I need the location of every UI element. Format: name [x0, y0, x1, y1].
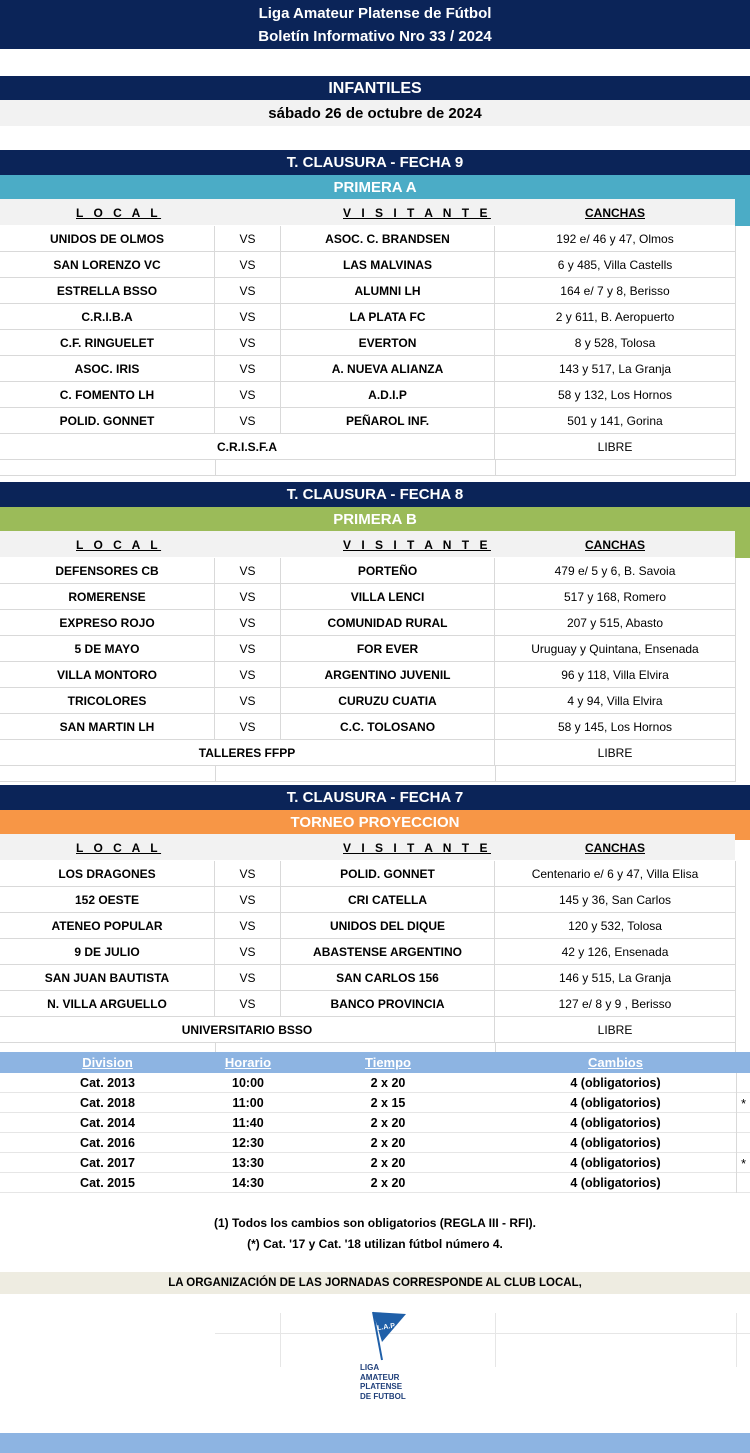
- column-header-local: L O C A L: [76, 538, 162, 552]
- organization-note: LA ORGANIZACIÓN DE LAS JORNADAS CORRESPONDE AL CLUB LOCAL,: [0, 1272, 750, 1294]
- vs-label: VS: [215, 558, 281, 584]
- away-team: ABASTENSE ARGENTINO: [281, 939, 495, 965]
- schedule-footnote-mark: [736, 1073, 750, 1093]
- schedule-header-division: Division: [82, 1055, 133, 1070]
- match-row: [0, 304, 736, 330]
- venue: 96 y 118, Villa Elvira: [495, 662, 736, 688]
- schedule-duration: 2 x 20: [370, 1116, 406, 1130]
- schedule-time: 14:30: [232, 1176, 264, 1190]
- away-team: ARGENTINO JUVENIL: [281, 662, 495, 688]
- away-team: UNIDOS DEL DIQUE: [281, 913, 495, 939]
- schedule-footnote-mark: [736, 1133, 750, 1153]
- match-row: [0, 939, 736, 965]
- division-title: TORNEO PROYECCION: [0, 810, 750, 834]
- venue: 8 y 528, Tolosa: [495, 330, 736, 356]
- home-team: LOS DRAGONES: [0, 861, 215, 887]
- vs-label: VS: [215, 991, 281, 1017]
- venue: 42 y 126, Ensenada: [495, 939, 736, 965]
- away-team: ALUMNI LH: [281, 278, 495, 304]
- section-spacer: [0, 460, 736, 476]
- venue: 146 y 515, La Granja: [495, 965, 736, 991]
- vs-label: VS: [215, 278, 281, 304]
- bye-label: LIBRE: [495, 740, 736, 766]
- match-row: [0, 278, 736, 304]
- home-team: 9 DE JULIO: [0, 939, 215, 965]
- column-header-canchas: CANCHAS: [585, 206, 645, 220]
- home-team: C. FOMENTO LH: [0, 382, 215, 408]
- home-team: 152 OESTE: [0, 887, 215, 913]
- schedule-division: Cat. 2013: [80, 1076, 135, 1090]
- away-team: CURUZU CUATIA: [281, 688, 495, 714]
- away-team: C.C. TOLOSANO: [281, 714, 495, 740]
- schedule-row: [0, 1093, 750, 1113]
- venue: Centenario e/ 6 y 47, Villa Elisa: [495, 861, 736, 887]
- home-team: ATENEO POPULAR: [0, 913, 215, 939]
- grid-line: [215, 766, 216, 782]
- match-row: [0, 226, 736, 252]
- away-team: FOR EVER: [281, 636, 495, 662]
- column-headers: [0, 199, 735, 225]
- schedule-duration: 2 x 20: [370, 1136, 406, 1150]
- away-team: BANCO PROVINCIA: [281, 991, 495, 1017]
- schedule-division: Cat. 2018: [80, 1096, 135, 1110]
- home-team: POLID. GONNET: [0, 408, 215, 434]
- venue: 6 y 485, Villa Castells: [495, 252, 736, 278]
- division-title: PRIMERA B: [0, 507, 750, 531]
- home-team: ASOC. IRIS: [0, 356, 215, 382]
- vs-label: VS: [215, 688, 281, 714]
- venue: 207 y 515, Abasto: [495, 610, 736, 636]
- vs-label: VS: [215, 356, 281, 382]
- match-row: [0, 714, 736, 740]
- schedule-division: Cat. 2017: [80, 1156, 135, 1170]
- schedule-time: 11:00: [232, 1096, 264, 1110]
- column-headers: [0, 834, 735, 860]
- bye-label: LIBRE: [495, 1017, 736, 1043]
- column-header-local: L O C A L: [76, 206, 162, 220]
- league-title: Liga Amateur Platense de Fútbol: [0, 0, 750, 25]
- stage-title: T. CLAUSURA - FECHA 7: [0, 785, 750, 810]
- home-team: C.F. RINGUELET: [0, 330, 215, 356]
- match-row: [0, 861, 736, 887]
- division-color-strip: [735, 531, 750, 558]
- grid-line: [735, 460, 736, 476]
- home-team: DEFENSORES CB: [0, 558, 215, 584]
- match-row: [0, 252, 736, 278]
- schedule-time: 10:00: [232, 1076, 264, 1090]
- away-team: VILLA LENCI: [281, 584, 495, 610]
- match-row: [0, 688, 736, 714]
- home-team: 5 DE MAYO: [0, 636, 215, 662]
- venue: 517 y 168, Romero: [495, 584, 736, 610]
- schedule-header: [0, 1052, 750, 1073]
- home-team: EXPRESO ROJO: [0, 610, 215, 636]
- column-header-visitante: V I S I T A N T E: [343, 841, 491, 855]
- schedule-row: [0, 1073, 750, 1093]
- column-headers: [0, 531, 735, 557]
- match-date: sábado 26 de octubre de 2024: [0, 100, 750, 126]
- venue: 58 y 132, Los Hornos: [495, 382, 736, 408]
- vs-label: VS: [215, 330, 281, 356]
- grid-line: [215, 460, 216, 476]
- venue: 143 y 517, La Granja: [495, 356, 736, 382]
- match-row: [0, 408, 736, 434]
- division-title: PRIMERA A: [0, 175, 750, 199]
- match-row: [0, 662, 736, 688]
- schedule-time: 13:30: [232, 1156, 264, 1170]
- match-row: [0, 610, 736, 636]
- vs-label: VS: [215, 408, 281, 434]
- home-team: SAN LORENZO VC: [0, 252, 215, 278]
- schedule-time: 12:30: [232, 1136, 264, 1150]
- logo-line: PLATENSE: [360, 1382, 403, 1391]
- away-team: EVERTON: [281, 330, 495, 356]
- schedule-division: Cat. 2015: [80, 1176, 135, 1190]
- schedule-substitutions: 4 (obligatorios): [570, 1176, 661, 1190]
- schedule-footnote-mark: *: [736, 1153, 750, 1173]
- schedule-division: Cat. 2014: [80, 1116, 135, 1130]
- venue: 58 y 145, Los Hornos: [495, 714, 736, 740]
- venue: 145 y 36, San Carlos: [495, 887, 736, 913]
- vs-label: VS: [215, 714, 281, 740]
- schedule-header-horario: Horario: [224, 1055, 272, 1070]
- column-header-canchas: CANCHAS: [585, 538, 645, 552]
- schedule-header-tiempo: Tiempo: [365, 1055, 411, 1070]
- away-team: POLID. GONNET: [281, 861, 495, 887]
- home-team: VILLA MONTORO: [0, 662, 215, 688]
- logo-flag-text: L.A.P.: [376, 1322, 397, 1333]
- vs-label: VS: [215, 662, 281, 688]
- home-team: N. VILLA ARGUELLO: [0, 991, 215, 1017]
- match-row: [0, 382, 736, 408]
- schedule-duration: 2 x 20: [370, 1176, 406, 1190]
- venue: 192 e/ 46 y 47, Olmos: [495, 226, 736, 252]
- match-row: [0, 558, 736, 584]
- venue: 127 e/ 8 y 9 , Berisso: [495, 991, 736, 1017]
- venue: 2 y 611, B. Aeropuerto: [495, 304, 736, 330]
- away-team: SAN CARLOS 156: [281, 965, 495, 991]
- schedule-footnote-mark: *: [736, 1093, 750, 1113]
- match-row: [0, 991, 736, 1017]
- away-team: A. NUEVA ALIANZA: [281, 356, 495, 382]
- schedule-time: 11:40: [232, 1116, 264, 1130]
- match-row: [0, 330, 736, 356]
- venue: 164 e/ 7 y 8, Berisso: [495, 278, 736, 304]
- category-title: INFANTILES: [0, 76, 750, 100]
- match-row: [0, 636, 736, 662]
- vs-label: VS: [215, 226, 281, 252]
- away-team: COMUNIDAD RURAL: [281, 610, 495, 636]
- home-team: SAN JUAN BAUTISTA: [0, 965, 215, 991]
- schedule-duration: 2 x 20: [370, 1156, 406, 1170]
- logo-line: LIGA: [360, 1363, 380, 1372]
- schedule-duration: 2 x 20: [370, 1076, 406, 1090]
- schedule-division: Cat. 2016: [80, 1136, 135, 1150]
- schedule-substitutions: 4 (obligatorios): [570, 1076, 661, 1090]
- match-row: [0, 356, 736, 382]
- away-team: LA PLATA FC: [281, 304, 495, 330]
- schedule-substitutions: 4 (obligatorios): [570, 1096, 661, 1110]
- venue: Uruguay y Quintana, Ensenada: [495, 636, 736, 662]
- schedule-row: [0, 1173, 750, 1193]
- match-row: [0, 887, 736, 913]
- stage-title: T. CLAUSURA - FECHA 9: [0, 150, 750, 175]
- vs-label: VS: [215, 382, 281, 408]
- vs-label: VS: [215, 584, 281, 610]
- schedule-footnote-mark: [736, 1173, 750, 1193]
- home-team: ROMERENSE: [0, 584, 215, 610]
- vs-label: VS: [215, 913, 281, 939]
- home-team: TRICOLORES: [0, 688, 215, 714]
- section-spacer: [0, 766, 736, 782]
- away-team: PORTEÑO: [281, 558, 495, 584]
- column-header-local: L O C A L: [76, 841, 162, 855]
- bye-team: C.R.I.S.F.A: [0, 434, 495, 460]
- home-team: ESTRELLA BSSO: [0, 278, 215, 304]
- stage-title: T. CLAUSURA - FECHA 8: [0, 482, 750, 507]
- bye-row: [0, 1017, 736, 1043]
- vs-label: VS: [215, 610, 281, 636]
- column-header-visitante: V I S I T A N T E: [343, 206, 491, 220]
- logo-line: AMATEUR: [360, 1372, 400, 1382]
- division-color-strip: [735, 834, 750, 840]
- division-color-strip: [735, 199, 750, 226]
- bye-row: [0, 434, 736, 460]
- grid-line: [735, 766, 736, 782]
- venue: 501 y 141, Gorina: [495, 408, 736, 434]
- grid-line: [495, 460, 496, 476]
- vs-label: VS: [215, 252, 281, 278]
- schedule-substitutions: 4 (obligatorios): [570, 1136, 661, 1150]
- footer-bar: [0, 1433, 750, 1453]
- bulletin-number: Boletín Informativo Nro 33 / 2024: [0, 25, 750, 49]
- schedule-substitutions: 4 (obligatorios): [570, 1156, 661, 1170]
- venue: 4 y 94, Villa Elvira: [495, 688, 736, 714]
- schedule-row: [0, 1153, 750, 1173]
- home-team: C.R.I.B.A: [0, 304, 215, 330]
- column-header-visitante: V I S I T A N T E: [343, 538, 491, 552]
- vs-label: VS: [215, 887, 281, 913]
- vs-label: VS: [215, 636, 281, 662]
- venue: 120 y 532, Tolosa: [495, 913, 736, 939]
- schedule-footnote-mark: [736, 1113, 750, 1133]
- grid-line: [495, 766, 496, 782]
- vs-label: VS: [215, 939, 281, 965]
- logo-wordmark: [360, 1363, 406, 1401]
- vs-label: VS: [215, 304, 281, 330]
- vs-label: VS: [215, 965, 281, 991]
- bye-label: LIBRE: [495, 434, 736, 460]
- note-changes: (1) Todos los cambios son obligatorios (REGLA III - RFI).: [213, 1216, 536, 1230]
- schedule-header-cambios: Cambios: [588, 1055, 643, 1070]
- away-team: A.D.I.P: [281, 382, 495, 408]
- away-team: CRI CATELLA: [281, 887, 495, 913]
- schedule-row: [0, 1133, 750, 1153]
- league-logo-flag-icon: [360, 1308, 410, 1364]
- home-team: UNIDOS DE OLMOS: [0, 226, 215, 252]
- away-team: LAS MALVINAS: [281, 252, 495, 278]
- away-team: PEÑAROL INF.: [281, 408, 495, 434]
- venue: 479 e/ 5 y 6, B. Savoia: [495, 558, 736, 584]
- logo-line: DE FUTBOL: [360, 1391, 406, 1401]
- column-header-canchas: CANCHAS: [585, 841, 645, 855]
- match-row: [0, 584, 736, 610]
- bye-row: [0, 740, 736, 766]
- bye-team: UNIVERSITARIO BSSO: [0, 1017, 495, 1043]
- bye-team: TALLERES FFPP: [0, 740, 495, 766]
- match-row: [0, 965, 736, 991]
- schedule-duration: 2 x 15: [370, 1096, 406, 1110]
- away-team: ASOC. C. BRANDSEN: [281, 226, 495, 252]
- schedule-row: [0, 1113, 750, 1133]
- match-row: [0, 913, 736, 939]
- schedule-substitutions: 4 (obligatorios): [570, 1116, 661, 1130]
- home-team: SAN MARTIN LH: [0, 714, 215, 740]
- vs-label: VS: [215, 861, 281, 887]
- note-ball: (*) Cat. '17 y Cat. '18 utilizan fútbol número 4.: [247, 1237, 503, 1251]
